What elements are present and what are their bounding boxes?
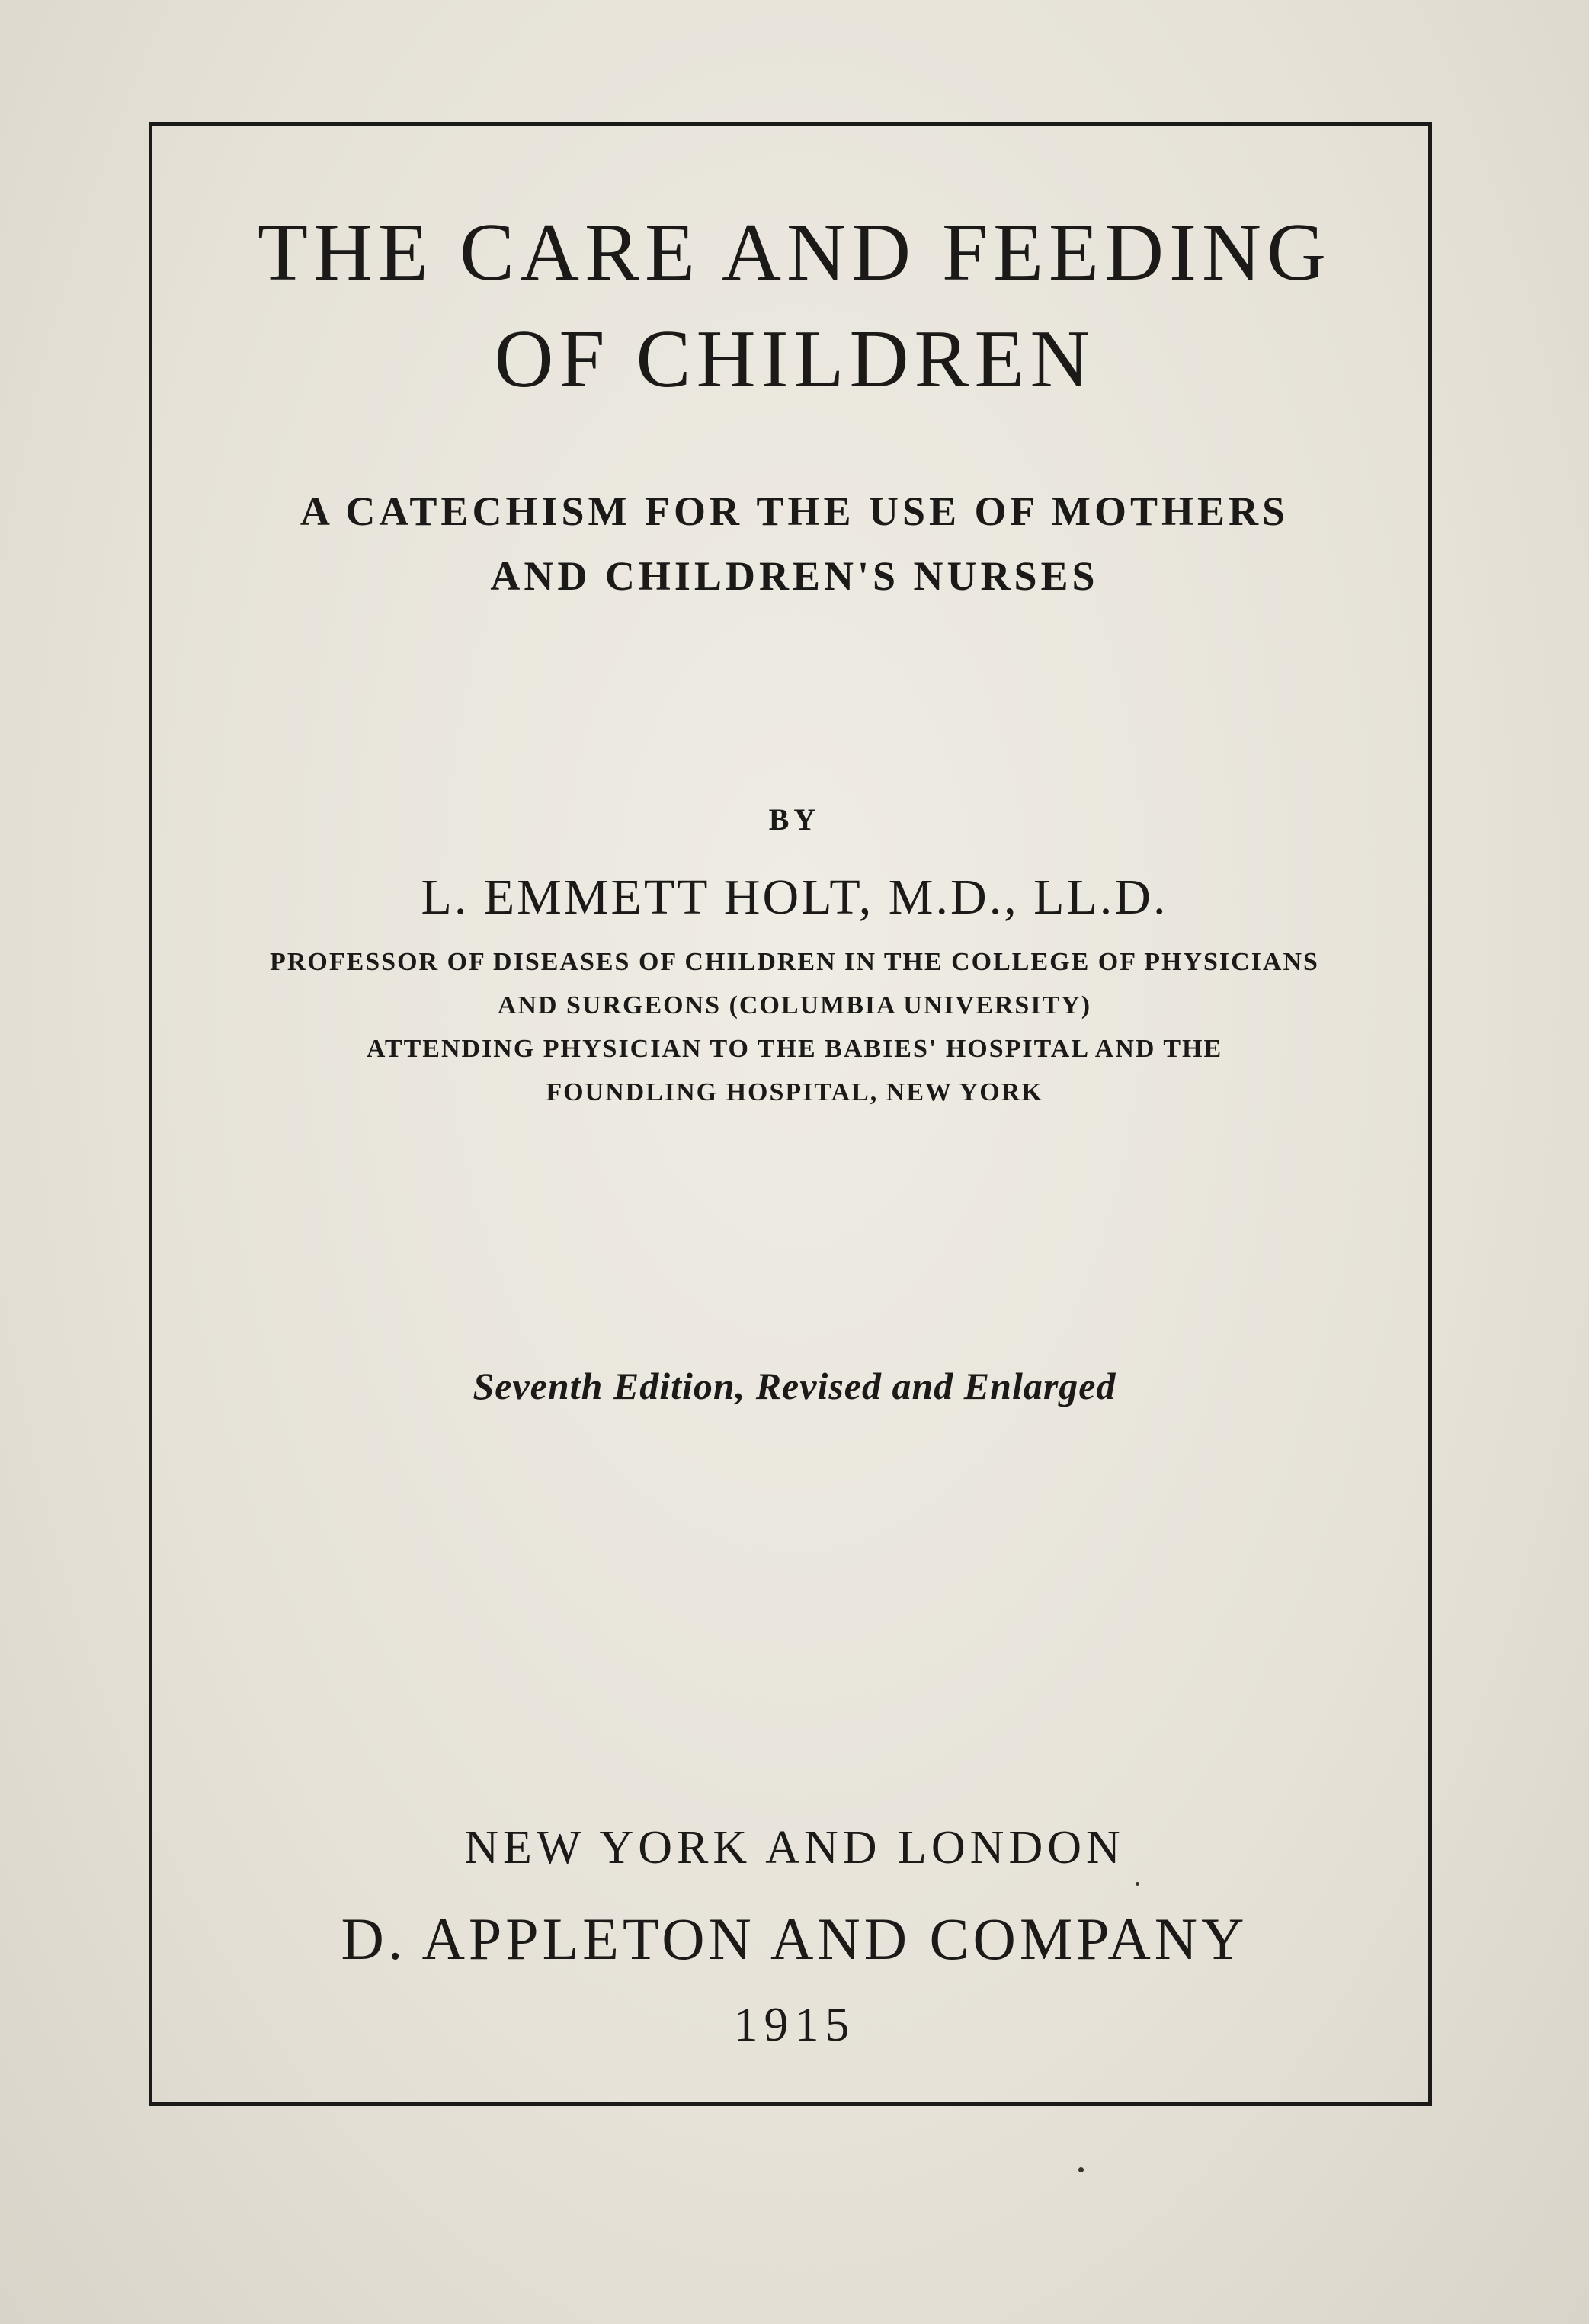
author-credential-line: FOUNDLING HOSPITAL, NEW YORK bbox=[546, 1078, 1043, 1106]
publication-place: NEW YORK AND LONDON bbox=[464, 1822, 1125, 1874]
edition-note: Seventh Edition, Revised and Enlarged bbox=[473, 1365, 1116, 1407]
book-title-line-1: THE CARE AND FEEDING bbox=[258, 207, 1331, 298]
author-credential-line: ATTENDING PHYSICIAN TO THE BABIES' HOSPITAL AND THE bbox=[366, 1035, 1223, 1063]
paper-speck bbox=[1136, 1882, 1139, 1886]
author-credential-line: PROFESSOR OF DISEASES OF CHILDREN IN THE COLLEGE OF PHYSICIANS bbox=[270, 948, 1319, 976]
by-label: BY bbox=[768, 802, 821, 837]
subtitle-line-1: A CATECHISM FOR THE USE OF MOTHERS bbox=[300, 488, 1289, 534]
author-name: L. EMMETT HOLT, M.D., LL.D. bbox=[421, 869, 1168, 925]
publisher-name: D. APPLETON AND COMPANY bbox=[341, 1906, 1248, 1972]
author-credential-line: AND SURGEONS (COLUMBIA UNIVERSITY) bbox=[497, 991, 1092, 1020]
publication-year: 1915 bbox=[733, 1997, 856, 2051]
book-title-line-2: OF CHILDREN bbox=[494, 314, 1095, 405]
title-page-border bbox=[149, 122, 1432, 2106]
subtitle-line-2: AND CHILDREN'S NURSES bbox=[490, 553, 1099, 599]
paper-speck bbox=[1078, 2167, 1084, 2172]
